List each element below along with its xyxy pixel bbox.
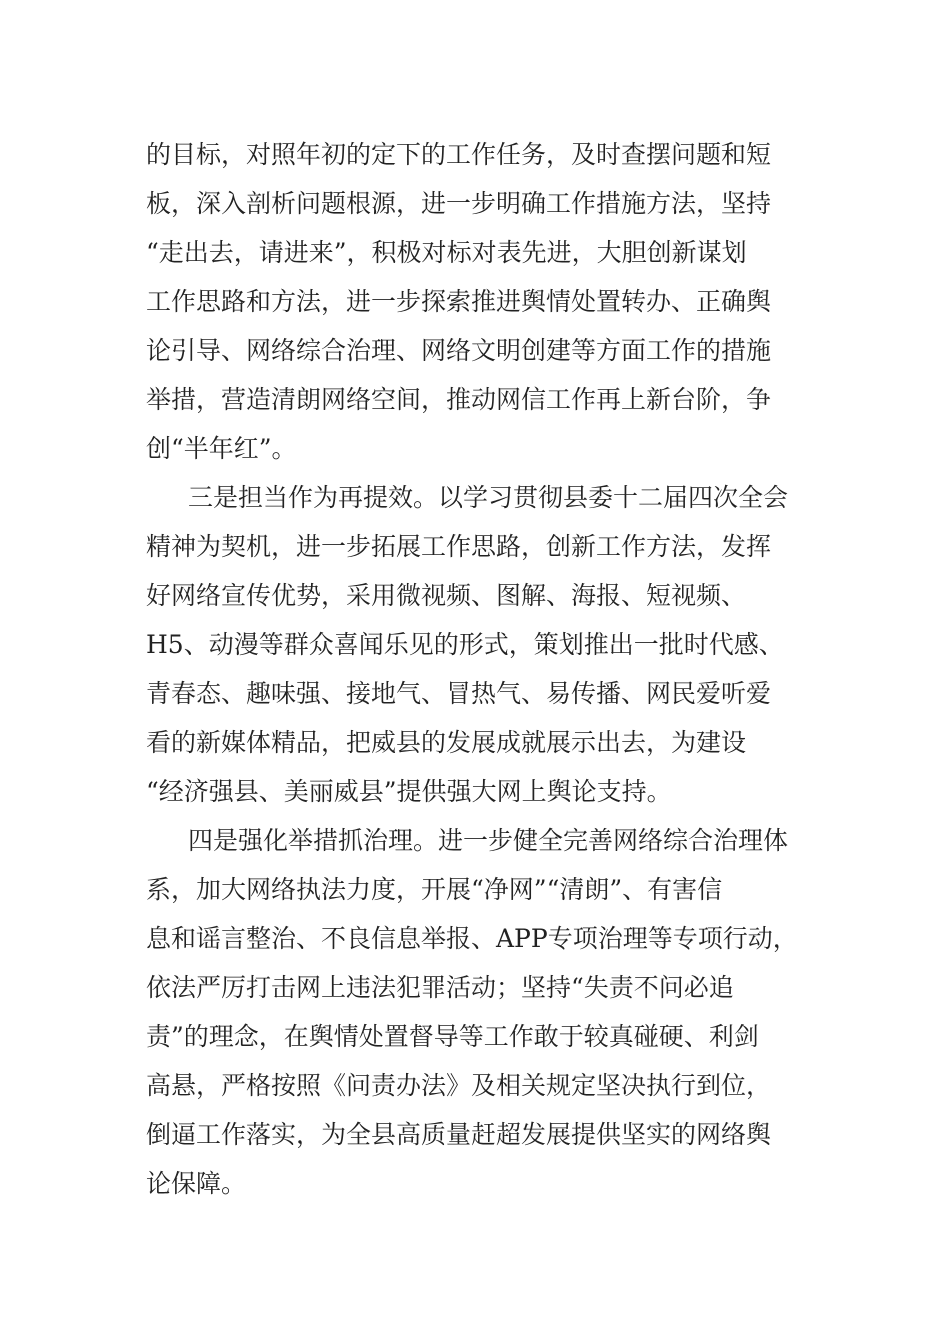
text-line: 青春态、趣味强、接地气、冒热气、易传播、网民爱听爱 xyxy=(146,679,772,708)
text-line: 精神为契机，进一步拓展工作思路，创新工作方法，发挥 xyxy=(146,532,772,561)
text-line: 工作思路和方法，进一步探索推进舆情处置转办、正确舆 xyxy=(146,287,772,316)
document-body xyxy=(146,130,806,1208)
text-line: 责”的理念，在舆情处置督导等工作敢于较真碰硬、利剑 xyxy=(146,1022,759,1051)
text-line: 高悬，严格按照《问责办法》及相关规定坚决执行到位， xyxy=(146,1071,772,1100)
paragraph-start-line: 三是担当作为再提效。以学习贯彻县委十二届四次全会 xyxy=(188,483,789,512)
text-line: 的目标，对照年初的定下的工作任务，及时查摆问题和短 xyxy=(146,140,772,169)
paragraph-start-line: 四是强化举措抓治理。进一步健全完善网络综合治理体 xyxy=(188,826,789,855)
text-line: “走出去，请进来”，积极对标对表先进，大胆创新谋划 xyxy=(146,238,747,267)
text-line: 创“半年红”。 xyxy=(146,434,297,463)
text-line: 论保障。 xyxy=(146,1169,247,1198)
text-line: 板，深入剖析问题根源，进一步明确工作措施方法，坚持 xyxy=(146,189,772,218)
text-line: H5、动漫等群众喜闻乐见的形式，策划推出一批时代感、 xyxy=(146,630,784,659)
text-line: 论引导、网络综合治理、网络文明创建等方面工作的措施 xyxy=(146,336,772,365)
text-line: 息和谣言整治、不良信息举报、APP专项治理等专项行动， xyxy=(146,924,798,953)
text-line: 依法严厉打击网上违法犯罪活动；坚持“失责不问必追 xyxy=(146,973,734,1002)
text-line: “经济强县、美丽威县”提供强大网上舆论支持。 xyxy=(146,777,672,806)
text-line: 举措，营造清朗网络空间，推动网信工作再上新台阶，争 xyxy=(146,385,772,414)
text-line: 倒逼工作落实，为全县高质量赶超发展提供坚实的网络舆 xyxy=(146,1120,772,1149)
text-line: 看的新媒体精品，把威县的发展成就展示出去，为建设 xyxy=(146,728,747,757)
text-line: 好网络宣传优势，采用微视频、图解、海报、短视频、 xyxy=(146,581,747,610)
text-line: 系，加大网络执法力度，开展“净网”“清朗”、有害信 xyxy=(146,875,723,904)
